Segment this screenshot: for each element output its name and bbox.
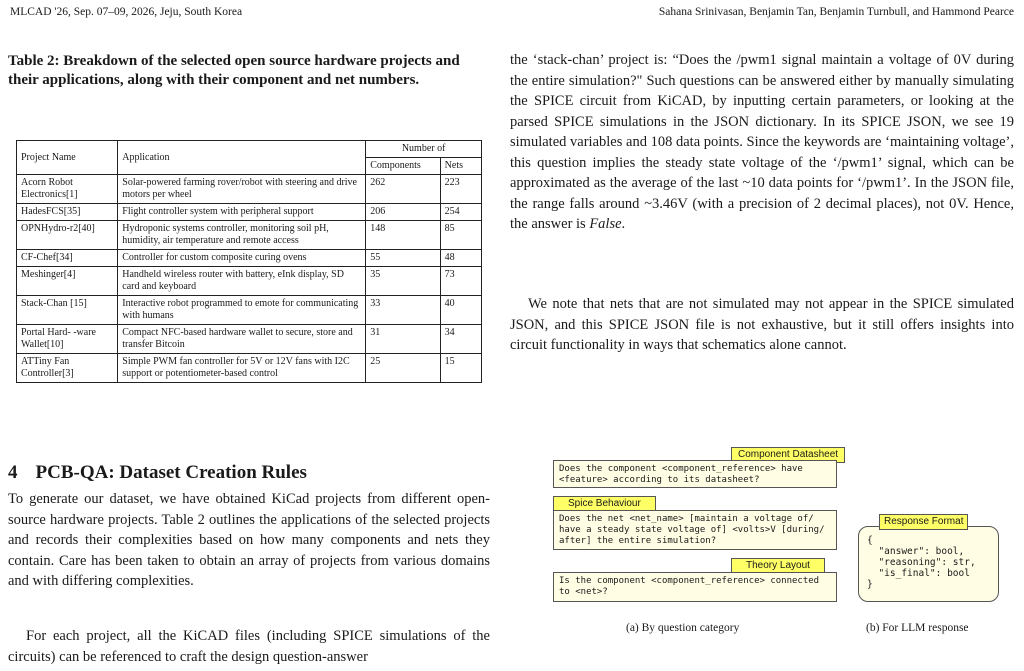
question-layout: Is the component <component_reference> connected to <net>? [553, 572, 837, 602]
header-project: Project Name [17, 141, 118, 175]
nets-cell: 40 [440, 296, 481, 325]
components-cell: 35 [366, 267, 440, 296]
nets-cell: 223 [440, 175, 481, 204]
project-name-cell: Stack-Chan [15] [17, 296, 118, 325]
nets-cell: 73 [440, 267, 481, 296]
application-cell: Compact NFC-based hardware wallet to secure, store and transfer Bitcoin [118, 325, 366, 354]
components-cell: 262 [366, 175, 440, 204]
components-cell: 25 [366, 354, 440, 383]
section-title: PCB-QA: Dataset Creation Rules [35, 462, 307, 483]
answer-false: False [589, 216, 622, 232]
table-row [17, 221, 482, 250]
project-name-cell: ATTiny Fan Controller[3] [17, 354, 118, 383]
table-row [17, 204, 482, 221]
application-cell: Hydroponic systems controller, monitoring soil pH, humidity, air temperature and remote access [118, 221, 366, 250]
question-template-figure [548, 444, 1018, 644]
application-cell: Handheld wireless router with battery, eInk display, SD card and keyboard [118, 267, 366, 296]
right-paragraph-1 [510, 50, 1014, 235]
components-table [16, 140, 482, 383]
right-paragraph-1-text: the ‘stack-chan’ project is: “Does the /pwm1 signal maintain a voltage of 0V during the entire simulation?" Such questions can be answered either by manually simulating the SPICE circuit from KiCAD, by inputting certain parameters, or looking at the parsed SPICE simulations in the JSON dictionary. In its SPICE JSON, we see 19 simulated variables and 108 data points. Since the keywords are ‘maintaining voltage’, this question implies the steady state voltage of the ‘/pwm1’ signal, which can be approximated as the average of the last ~10 data points for ‘/pwm1’. In the JSON file, the range falls around ~3.46V (with a precision of 2 decimal places), not 0V. Hence, the answer is [510, 52, 1014, 232]
tag-theory-layout: Theory Layout [731, 558, 825, 574]
components-cell: 206 [366, 204, 440, 221]
nets-cell: 85 [440, 221, 481, 250]
question-spice: Does the net <net_name> [maintain a voltage of/ have a steady state voltage of] <volts>V [during/ after] the entire simulation? [553, 510, 837, 550]
response-line: } [867, 579, 873, 590]
header-number-of: Number of [366, 141, 482, 158]
nets-cell: 15 [440, 354, 481, 383]
section-paragraph-2: For each project, all the KiCAD files (including SPICE simulations of the circuits) can be referenced to craft the design question-answer [8, 628, 490, 665]
nets-cell: 254 [440, 204, 481, 221]
table-row [17, 325, 482, 354]
table-body [17, 175, 482, 383]
response-line: { [867, 535, 873, 546]
figure-caption-b: (b) For LLM response [866, 622, 969, 634]
components-cell: 55 [366, 250, 440, 267]
section-heading [8, 462, 307, 484]
response-line: "reasoning": str, [867, 557, 976, 568]
table-row [17, 250, 482, 267]
application-cell: Simple PWM fan controller for 5V or 12V fans with I2C support or potentiometer-based control [118, 354, 366, 383]
right-paragraph-1-end: . [621, 216, 626, 232]
application-cell: Controller for custom composite curing ovens [118, 250, 366, 267]
nets-cell: 34 [440, 325, 481, 354]
project-name-cell: Meshinger[4] [17, 267, 118, 296]
header-nets: Nets [440, 158, 481, 175]
application-cell: Solar-powered farming rover/robot with steering and drive motors per wheel [118, 175, 366, 204]
figure-caption-a: (a) By question category [626, 622, 740, 634]
application-cell: Flight controller system with peripheral support [118, 204, 366, 221]
project-name-cell: Acorn Robot Electronics[1] [17, 175, 118, 204]
table-caption-block [8, 52, 490, 90]
components-cell: 31 [366, 325, 440, 354]
components-cell: 33 [366, 296, 440, 325]
running-header-left: MLCAD '26, Sep. 07–09, 2026, Jeju, South Korea [10, 6, 243, 18]
nets-cell: 48 [440, 250, 481, 267]
project-name-cell: OPNHydro-r2[40] [17, 221, 118, 250]
table-row [17, 354, 482, 383]
header-application: Application [118, 141, 366, 175]
project-name-cell: CF-Chef[34] [17, 250, 118, 267]
response-line: "is_final": bool [867, 568, 970, 579]
project-name-cell: HadesFCS[35] [17, 204, 118, 221]
components-cell: 148 [366, 221, 440, 250]
response-line: "answer": bool, [867, 546, 965, 557]
response-format-box [858, 526, 999, 602]
header-components: Components [366, 158, 440, 175]
table-caption: Table 2: Breakdown of the selected open source hardware projects and their applications, along with their component and net numbers. [8, 53, 460, 88]
section-paragraph-1: To generate our dataset, we have obtained KiCad projects from different open-source hardware projects. Table 2 outlines the applications of the selected projects and records their complexities based on how many components and nets they contain. Care has been taken to obtain an array of projects from various domains and with differing complexities. [8, 491, 490, 589]
table-row [17, 175, 482, 204]
running-header-right: Sahana Srinivasan, Benjamin Tan, Benjamin Turnbull, and Hammond Pearce [658, 6, 1014, 18]
tag-spice-behaviour: Spice Behaviour [553, 496, 656, 512]
section-number: 4 [8, 462, 18, 483]
table-row [17, 267, 482, 296]
project-name-cell: Portal Hard- -ware Wallet[10] [17, 325, 118, 354]
tag-component-datasheet: Component Datasheet [731, 447, 845, 463]
tag-response-format: Response Format [879, 514, 968, 530]
table-row [17, 296, 482, 325]
response-json [867, 535, 990, 590]
question-datasheet: Does the component <component_reference> have <feature> according to its datasheet? [553, 460, 837, 488]
right-paragraph-2: We note that nets that are not simulated may not appear in the SPICE simulated JSON, and this SPICE JSON file is not exhaustive, but it still offers insights into circuit functionality in ways that schematics alone cannot. [510, 296, 1014, 353]
table-header-row [17, 141, 482, 158]
application-cell: Interactive robot programmed to emote for communicating with humans [118, 296, 366, 325]
